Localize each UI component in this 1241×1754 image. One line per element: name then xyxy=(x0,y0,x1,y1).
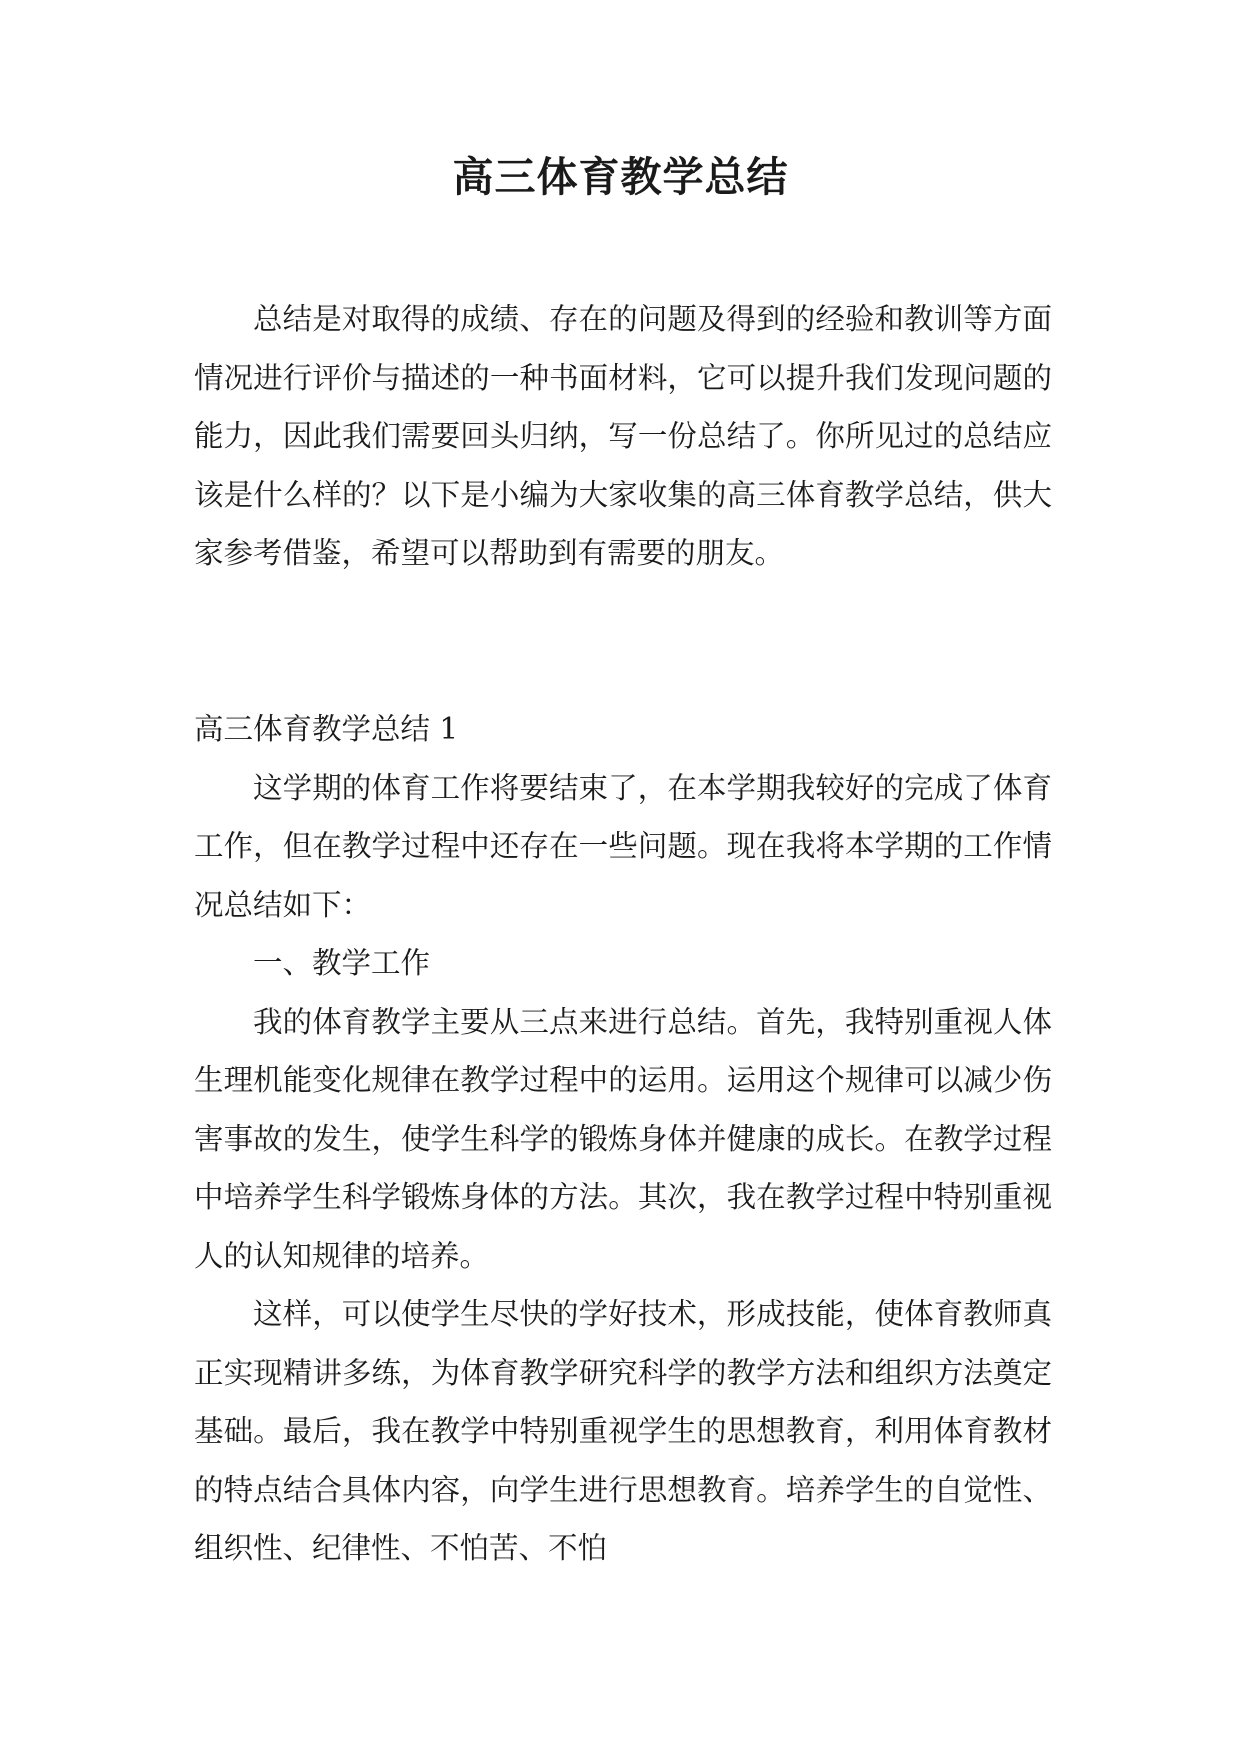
body-paragraph: 这样，可以使学生尽快的学好技术，形成技能，使体育教师真正实现精讲多练，为体育教学研究科学的教学方法和组织方法奠定基础。最后，我在教学中特别重视学生的思想教育，利用体育教材的特点结合具体内容，向学生进行思想教育。培养学生的自觉性、组织性、纪律性、不怕苦、不怕 xyxy=(194,1297,1052,1565)
body-paragraph: 这学期的体育工作将要结束了，在本学期我较好的完成了体育工作，但在教学过程中还存在一些问题。现在我将本学期的工作情况总结如下： xyxy=(194,770,1052,922)
subsection-heading: 一、教学工作 xyxy=(253,946,431,980)
intro-section xyxy=(194,290,1052,583)
main-section xyxy=(194,700,1052,1578)
document-title: 高三体育教学总结 xyxy=(452,153,789,201)
body-paragraph: 我的体育教学主要从三点来进行总结。首先，我特别重视人体生理机能变化规律在教学过程中的运用。运用这个规律可以减少伤害事故的发生，使学生科学的锻炼身体并健康的成长。在教学过程中培养学生科学锻炼身体的方法。其次，我在教学过程中特别重视人的认知规律的培养。 xyxy=(194,1004,1052,1273)
intro-paragraph: 总结是对取得的成绩、存在的问题及得到的经验和教训等方面情况进行评价与描述的一种书面材料，它可以提升我们发现问题的能力，因此我们需要回头归纳，写一份总结了。你所见过的总结应该是什么样的？以下是小编为大家收集的高三体育教学总结，供大家参考借鉴，希望可以帮助到有需要的朋友。 xyxy=(194,302,1052,570)
section-heading: 高三体育教学总结 1 xyxy=(194,712,459,746)
